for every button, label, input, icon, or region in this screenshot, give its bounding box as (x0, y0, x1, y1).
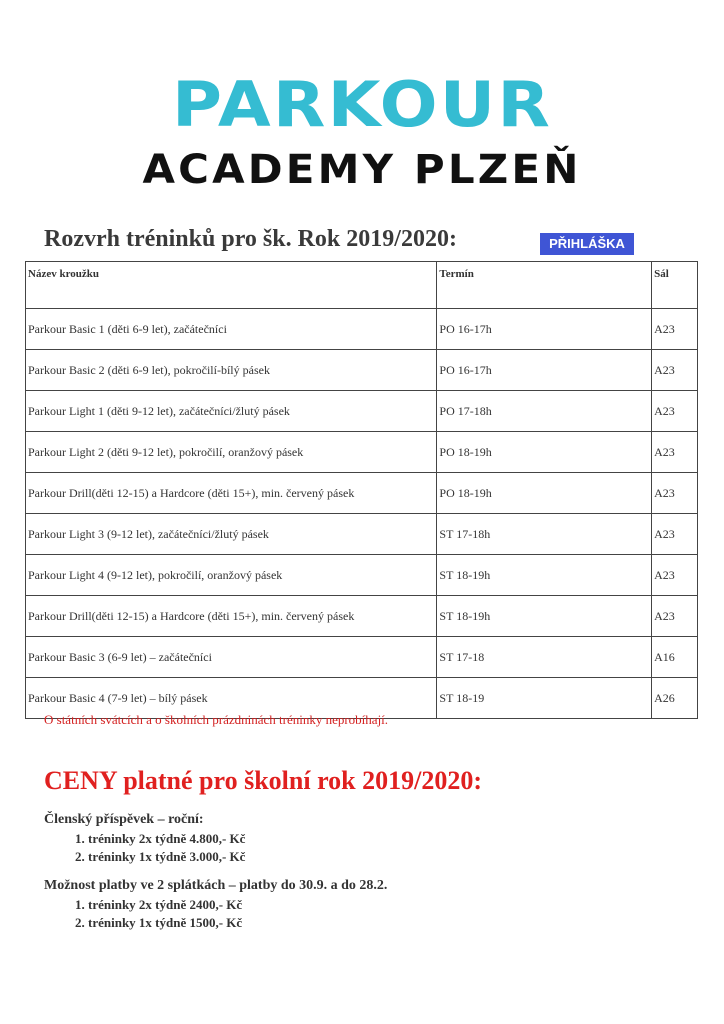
cell-course-name: Parkour Light 3 (9-12 let), začátečníci/žlutý pásek (26, 514, 437, 555)
table-row (26, 473, 698, 514)
cell-room: A23 (652, 596, 698, 637)
cell-room: A23 (652, 514, 698, 555)
table-row (26, 555, 698, 596)
cell-time: ST 18-19h (437, 596, 652, 637)
cell-time: PO 16-17h (437, 309, 652, 350)
cell-course-name: Parkour Light 4 (9-12 let), pokročilí, oranžový pásek (26, 555, 437, 596)
table-row (26, 596, 698, 637)
cell-time: ST 18-19h (437, 555, 652, 596)
cell-course-name: Parkour Basic 1 (děti 6-9 let), začátečníci (26, 309, 437, 350)
column-header-name: Název kroužku (26, 262, 437, 309)
membership-label: Členský příspěvek – roční: (44, 812, 204, 827)
list-item: 1. tréninky 2x týdně 4.800,- Kč (88, 830, 245, 848)
table-header-row (26, 262, 698, 309)
table-row (26, 309, 698, 350)
cell-course-name: Parkour Light 2 (děti 9-12 let), pokročilí, oranžový pásek (26, 432, 437, 473)
cell-course-name: Parkour Drill(děti 12-15) a Hardcore (děti 15+), min. červený pásek (26, 596, 437, 637)
prices-title: CENY platné pro školní rok 2019/2020: (44, 766, 482, 795)
list-item: 1. tréninky 2x týdně 2400,- Kč (88, 896, 242, 914)
table-row (26, 432, 698, 473)
cell-room: A23 (652, 473, 698, 514)
schedule-table (25, 261, 698, 719)
cell-room: A23 (652, 391, 698, 432)
cell-room: A16 (652, 637, 698, 678)
cell-time: PO 17-18h (437, 391, 652, 432)
column-header-room: Sál (652, 262, 698, 309)
cell-time: ST 18-19 (437, 678, 652, 719)
cell-course-name: Parkour Light 1 (děti 9-12 let), začátečníci/žlutý pásek (26, 391, 437, 432)
installments-list (44, 896, 242, 932)
list-item: 2. tréninky 1x týdně 1500,- Kč (88, 914, 242, 932)
cell-course-name: Parkour Basic 3 (6-9 let) – začátečníci (26, 637, 437, 678)
signup-button[interactable]: PŘIHLÁŠKA (540, 233, 634, 255)
installments-label: Možnost platby ve 2 splátkách – platby do 30.9. a do 28.2. (44, 878, 388, 893)
cell-time: ST 17-18 (437, 637, 652, 678)
cell-room: A26 (652, 678, 698, 719)
cell-time: ST 17-18h (437, 514, 652, 555)
cell-room: A23 (652, 555, 698, 596)
table-row (26, 350, 698, 391)
table-row (26, 514, 698, 555)
cell-course-name: Parkour Basic 4 (7-9 let) – bílý pásek (26, 678, 437, 719)
logo-subtitle: ACADEMY PLZEŇ (142, 147, 582, 193)
table-row (26, 637, 698, 678)
cell-time: PO 16-17h (437, 350, 652, 391)
cell-time: PO 18-19h (437, 432, 652, 473)
holiday-note: O státních svátcích a o školních prázdninách tréninky neprobíhají. (44, 712, 389, 727)
list-item: 2. tréninky 1x týdně 3.000,- Kč (88, 848, 245, 866)
cell-time: PO 18-19h (437, 473, 652, 514)
column-header-time: Termín (437, 262, 652, 309)
page-title: Rozvrh tréninků pro šk. Rok 2019/2020: (44, 226, 457, 252)
membership-list (44, 830, 245, 866)
cell-room: A23 (652, 309, 698, 350)
cell-course-name: Parkour Basic 2 (děti 6-9 let), pokročilí-bílý pásek (26, 350, 437, 391)
logo-title: PARKOUR (171, 68, 553, 141)
cell-room: A23 (652, 432, 698, 473)
table-row (26, 391, 698, 432)
cell-room: A23 (652, 350, 698, 391)
logo (0, 68, 724, 193)
cell-course-name: Parkour Drill(děti 12-15) a Hardcore (děti 15+), min. červený pásek (26, 473, 437, 514)
